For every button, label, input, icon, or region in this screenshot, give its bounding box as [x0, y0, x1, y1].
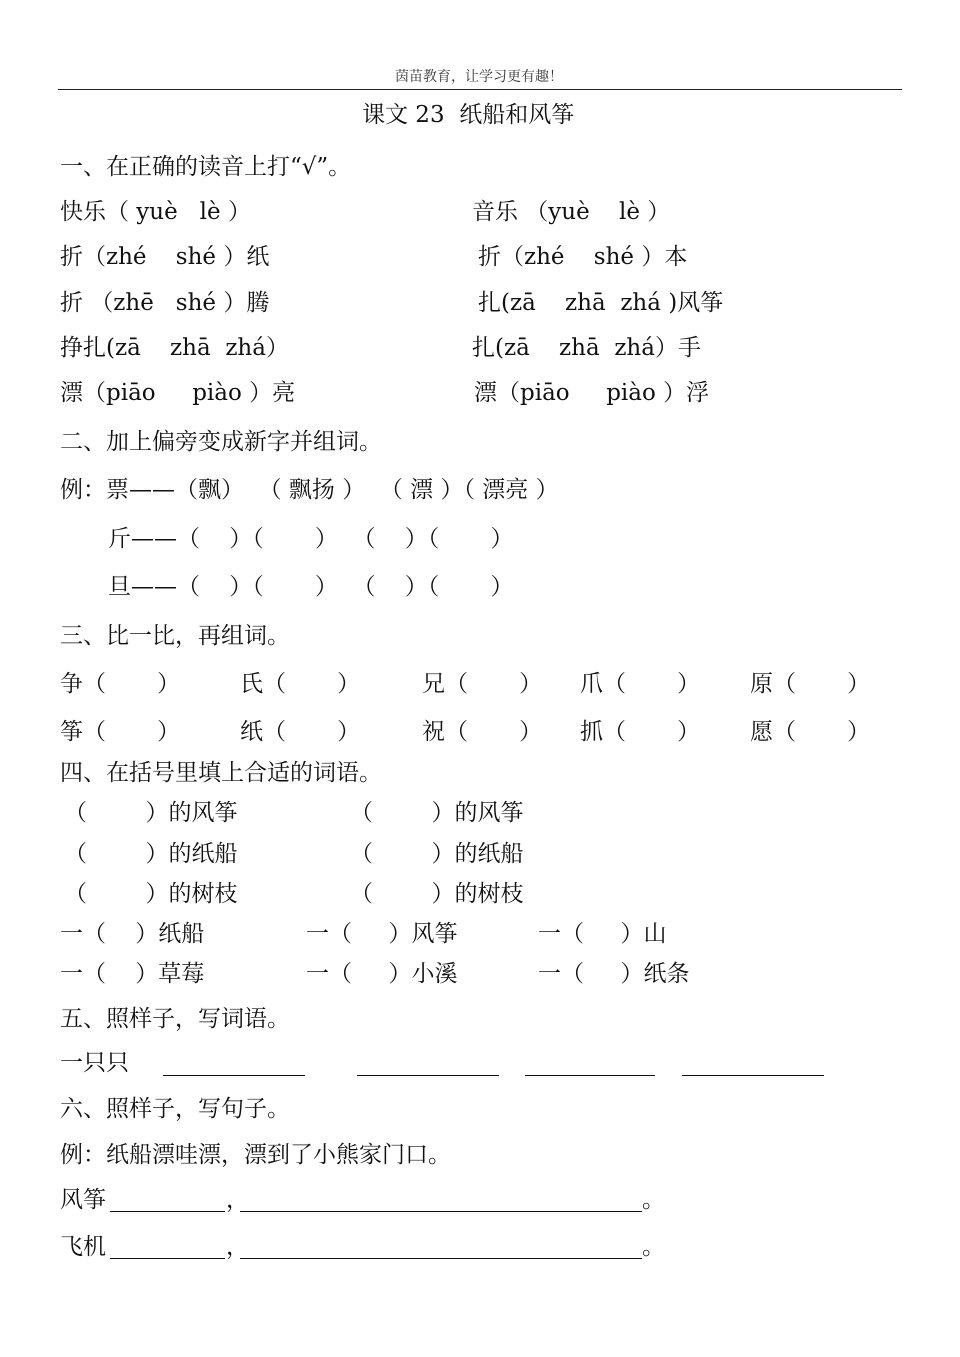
s4-r3-right: （ ）的树枝	[350, 881, 524, 907]
s1-row-4-left: 挣扎(zā zhā zhá）	[60, 335, 289, 361]
section-4-heading: 四、在括号里填上合适的词语。	[60, 760, 382, 786]
s3-r1-c4: 爪（ ）	[580, 671, 701, 697]
section-5-heading: 五、照样子，写词语。	[60, 1006, 290, 1032]
s5-prefix: 一只只	[60, 1050, 129, 1076]
s3-r1-c5: 原（ ）	[750, 671, 871, 697]
s2-row-1: 斤——（ ）（ ） （ ）（ ）	[108, 526, 514, 552]
s4-r2-right: （ ）的纸船	[350, 841, 524, 867]
s6-line-1-blank-b[interactable]	[240, 1211, 642, 1212]
s6-line-2-comma: ，	[226, 1234, 249, 1260]
s6-line-1-label: 风筝	[60, 1187, 106, 1213]
section-6-heading: 六、照样子，写句子。	[60, 1096, 290, 1122]
s1-row-2-right: 折（zhé shé ）本	[478, 244, 688, 270]
s4-r4-c1: 一（ ）纸船	[60, 921, 205, 947]
s4-r1-right: （ ）的风筝	[350, 800, 524, 826]
s3-r2-c3: 祝（ ）	[422, 719, 543, 745]
s5-answer-line-2[interactable]	[357, 1075, 499, 1076]
s1-row-5-right: 漂（piāo piào ）浮	[474, 380, 710, 406]
s1-row-3-right: 扎(zā zhā zhá )风筝	[478, 290, 724, 316]
s6-line-1-comma: ，	[226, 1187, 249, 1213]
s6-line-2-blank-a[interactable]	[110, 1258, 225, 1259]
s4-r4-c2: 一（ ）风筝	[306, 921, 458, 947]
s3-r1-c3: 兄（ ）	[422, 671, 543, 697]
s4-r3-left: （ ）的树枝	[64, 881, 238, 907]
s1-row-2-left: 折（zhé shé ）纸	[60, 244, 270, 270]
s5-answer-line-3[interactable]	[525, 1075, 655, 1076]
s5-answer-line-4[interactable]	[682, 1075, 824, 1076]
s4-r5-c3: 一（ ）纸条	[538, 961, 690, 987]
s1-row-3-left: 折 （zhē shé ）腾	[60, 290, 270, 316]
s3-r2-c4: 抓（ ）	[580, 719, 701, 745]
s1-row-1-right: 音乐 （yuè lè ）	[472, 199, 671, 225]
s4-r5-c1: 一（ ）草莓	[60, 961, 205, 987]
s4-r1-left: （ ）的风筝	[64, 800, 238, 826]
section-2-heading: 二、加上偏旁变成新字并组词。	[60, 429, 382, 455]
s5-answer-line-1[interactable]	[163, 1075, 305, 1076]
page-title: 课文 23 纸船和风筝	[362, 102, 575, 128]
s6-line-1-blank-a[interactable]	[110, 1211, 225, 1212]
s6-example: 例：纸船漂哇漂，漂到了小熊家门口。	[60, 1142, 451, 1168]
section-3-heading: 三、比一比，再组词。	[60, 623, 290, 649]
s2-row-2: 旦——（ ）（ ） （ ）（ ）	[108, 574, 514, 600]
s1-row-4-right: 扎(zā zhā zhá）手	[472, 335, 701, 361]
s3-r2-c5: 愿（ ）	[750, 719, 871, 745]
s6-line-2-label: 飞机	[60, 1234, 106, 1260]
s3-r1-c1: 争（ ）	[60, 671, 181, 697]
s2-example: 例：票——（飘） （ 飘扬 ） （ 漂 ）（ 漂亮 ）	[60, 477, 559, 503]
section-1-heading: 一、在正确的读音上打“√”。	[60, 154, 352, 180]
header-text: 茵苗教育，让学习更有趣！	[395, 69, 563, 85]
s4-r4-c3: 一（ ）山	[538, 921, 667, 947]
s1-row-1-left: 快乐（ yuè lè ）	[60, 199, 251, 225]
s6-line-2-blank-b[interactable]	[240, 1258, 642, 1259]
s1-row-5-left: 漂（piāo piào ）亮	[60, 380, 296, 406]
s6-line-1-end: 。	[642, 1187, 665, 1213]
s4-r2-left: （ ）的纸船	[64, 841, 238, 867]
s3-r2-c2: 纸（ ）	[240, 719, 361, 745]
header-rule	[58, 89, 902, 90]
s3-r2-c1: 筝（ ）	[60, 719, 181, 745]
s4-r5-c2: 一（ ）小溪	[306, 961, 458, 987]
s6-line-2-end: 。	[642, 1234, 665, 1260]
s3-r1-c2: 氏（ ）	[240, 671, 361, 697]
